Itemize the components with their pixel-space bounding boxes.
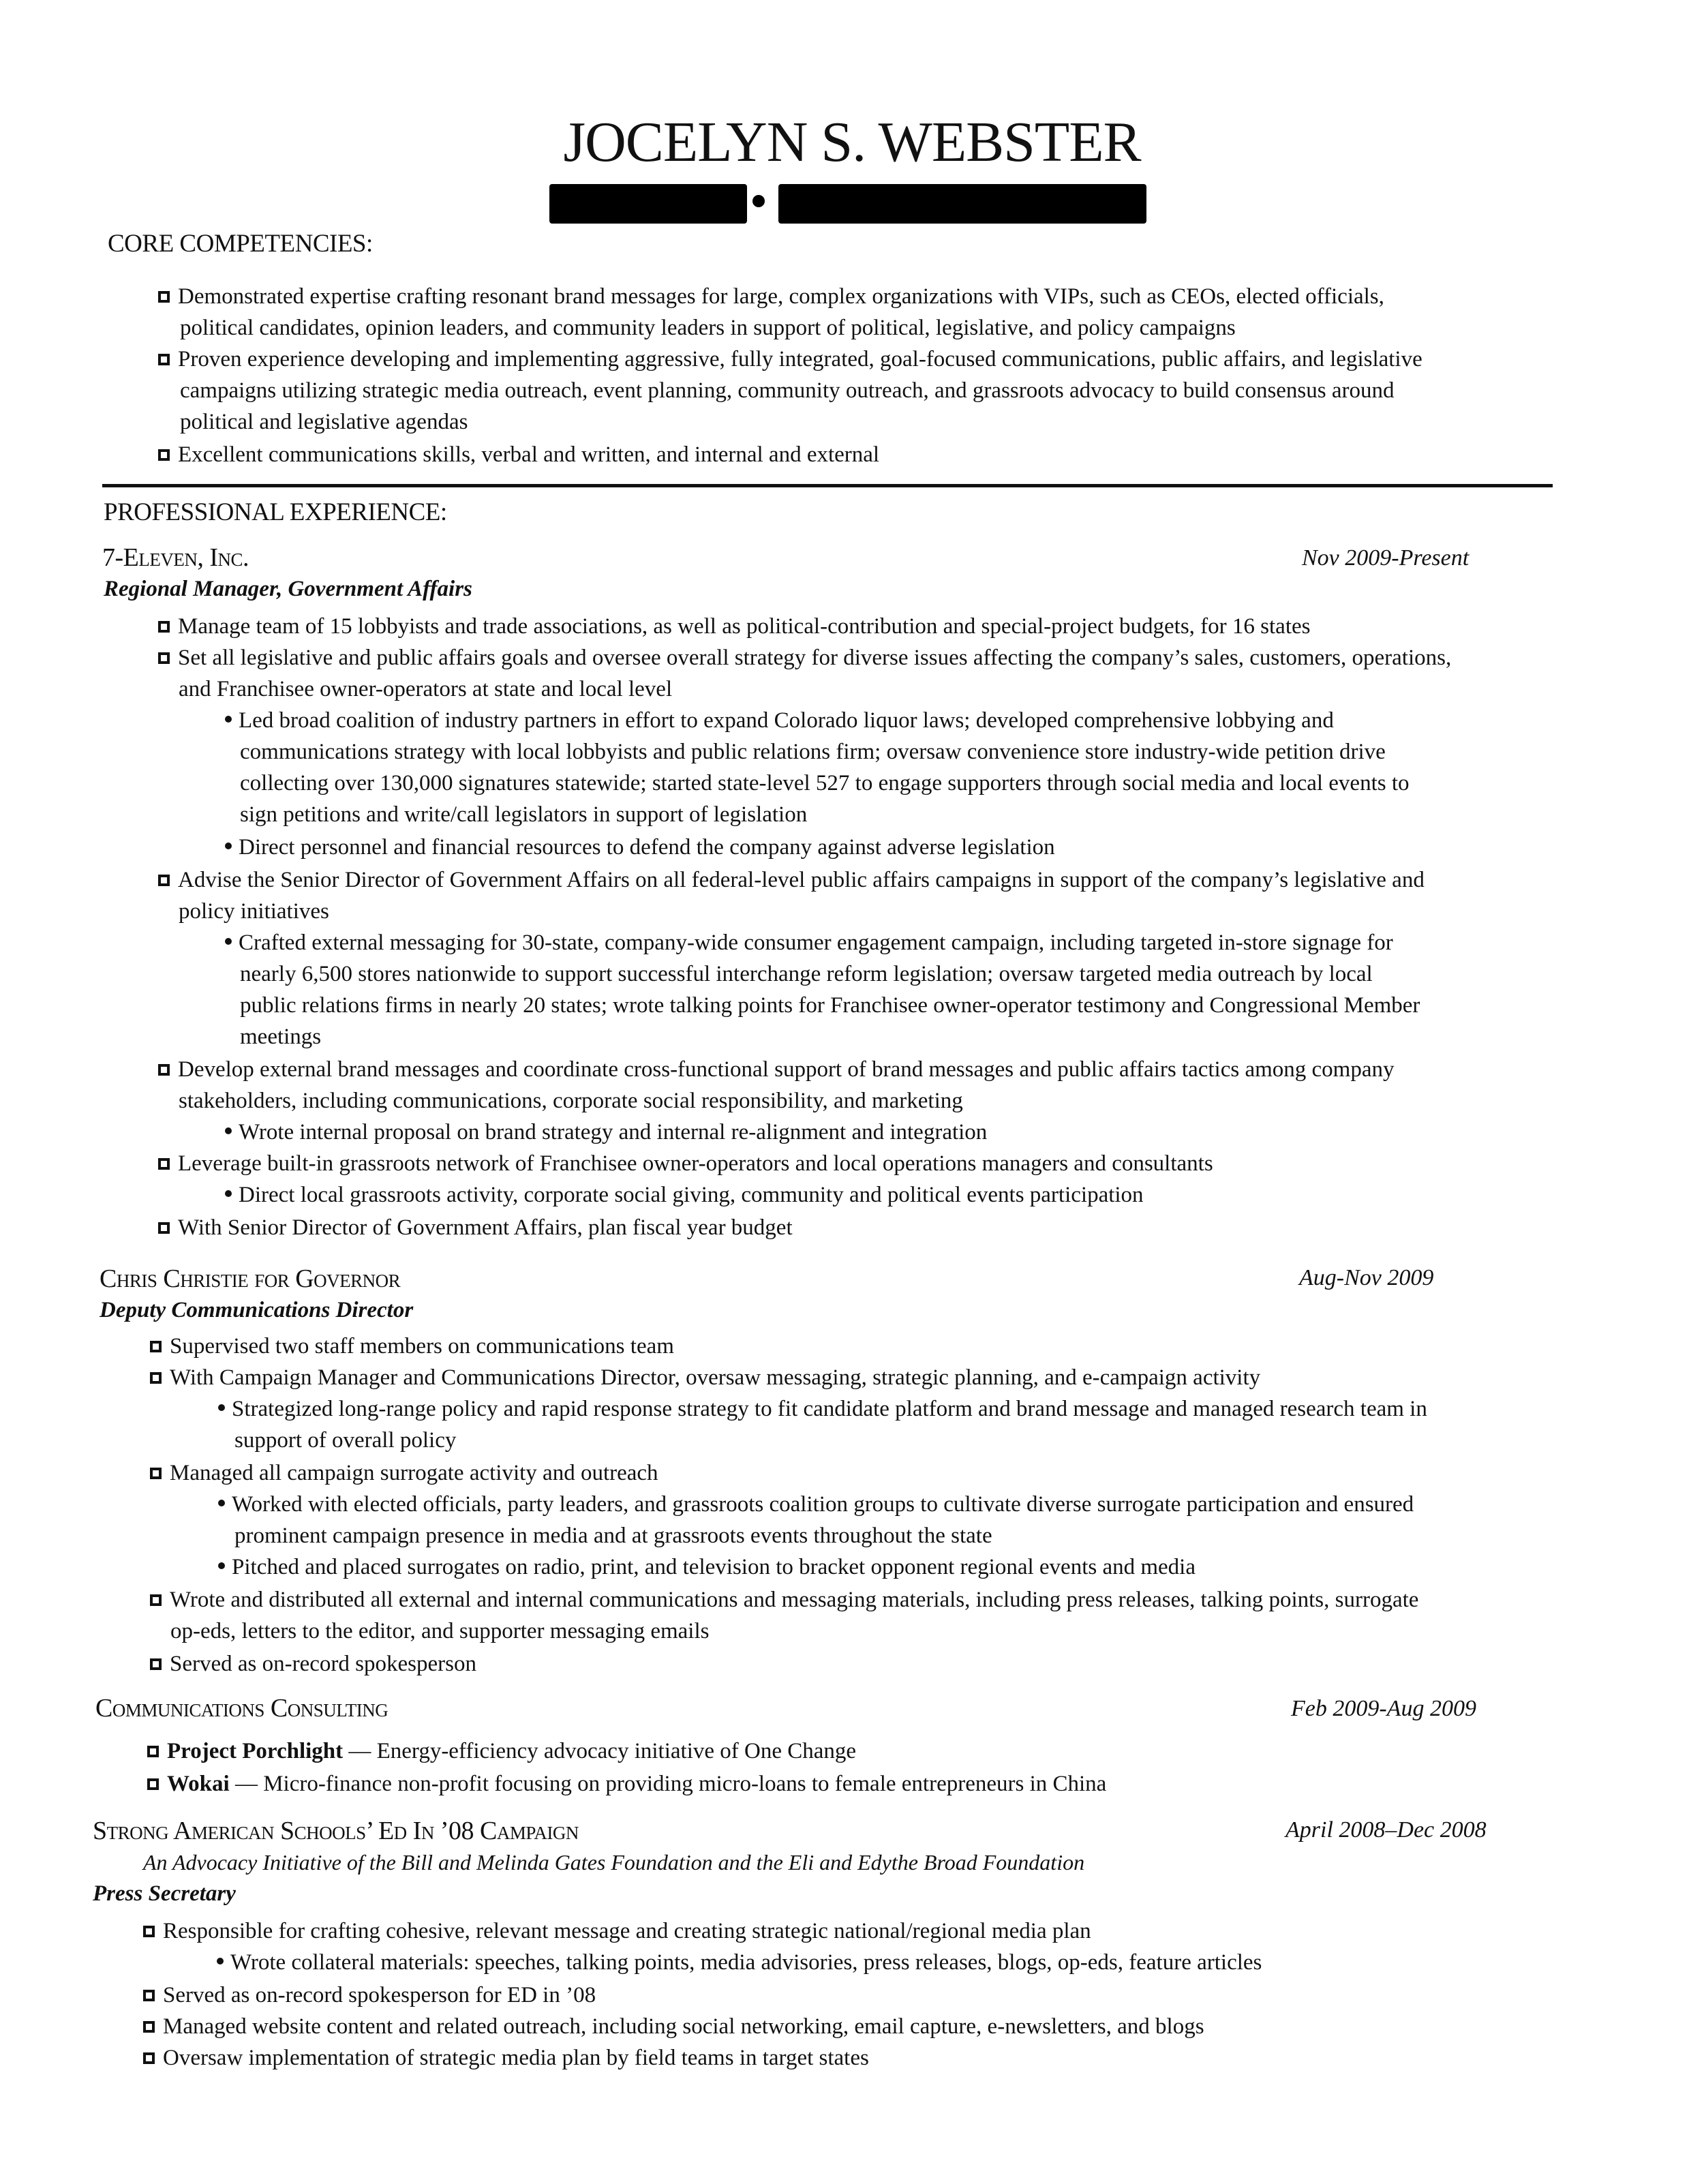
list-item: Managed all campaign surrogate activity and outreach — [150, 1457, 658, 1489]
dates-christie: Aug-Nov 2009 — [1299, 1265, 1434, 1290]
square-bullet-icon — [158, 875, 170, 886]
list-item: With Campaign Manager and Communications Director, oversaw messaging, strategic planning, and e-campaign activity — [150, 1362, 1260, 1393]
square-bullet-icon — [158, 291, 170, 303]
sub-item: Pitched and placed surrogates on radio, print, and television to bracket opponent regional events and media — [218, 1551, 1196, 1583]
square-bullet-icon — [150, 1658, 162, 1670]
list-item: Served as on-record spokesperson for ED in ’08 — [143, 1980, 596, 2011]
round-bullet-icon — [225, 843, 232, 849]
core-competencies-heading: CORE COMPETENCIES: — [108, 230, 373, 258]
core-bullet-1: Demonstrated expertise crafting resonant brand messages for large, complex organizations with VIPs, such as CEOs, elected officials, — [158, 281, 1384, 312]
square-bullet-icon — [150, 1341, 162, 1352]
sub-item-cont: collecting over 130,000 signatures statewide; started state-level 527 to engage supporters through social media and local events to — [240, 771, 1410, 795]
square-bullet-icon — [147, 1746, 159, 1757]
round-bullet-icon — [217, 1958, 224, 1965]
round-bullet-icon — [225, 716, 232, 723]
list-item: Wokai — Micro-finance non-profit focusing on providing micro-loans to female entrepreneurs in China — [147, 1768, 1106, 1800]
project-porchlight: Project Porchlight — [167, 1739, 344, 1763]
schools-tagline: An Advocacy Initiative of the Bill and Melinda Gates Foundation and the Eli and Edythe Broad Foundation — [143, 1850, 1085, 1875]
dates-schools: April 2008–Dec 2008 — [1285, 1817, 1487, 1842]
round-bullet-icon — [218, 1562, 225, 1569]
sub-item: Wrote collateral materials: speeches, talking points, media advisories, press releases, blogs, op-eds, feature articles — [217, 1947, 1262, 1978]
round-bullet-icon — [225, 1127, 232, 1134]
dates-consulting: Feb 2009-Aug 2009 — [1291, 1696, 1476, 1721]
square-bullet-icon — [150, 1594, 162, 1606]
core-bullet-1-cont: political candidates, opinion leaders, and community leaders in support of political, legislative, and policy campaigns — [180, 316, 1236, 340]
sub-item-cont: sign petitions and write/call legislators in support of legislation — [240, 802, 808, 827]
role-christie: Deputy Communications Director — [100, 1298, 414, 1322]
sub-item: Led broad coalition of industry partners in effort to expand Colorado liquor laws; developed comprehensive lobbying and — [225, 705, 1334, 736]
list-item: Wrote and distributed all external and internal communications and messaging materials, including press releases, talking points, surrogate — [150, 1584, 1418, 1616]
list-item: Served as on-record spokesperson — [150, 1648, 476, 1680]
square-bullet-icon — [158, 621, 170, 633]
list-item: Manage team of 15 lobbyists and trade associations, as well as political-contribution and special-project budgets, for 16 states — [158, 611, 1310, 642]
employer-consulting: Communications Consulting — [95, 1694, 389, 1723]
square-bullet-icon — [143, 2052, 155, 2064]
square-bullet-icon — [158, 652, 170, 664]
square-bullet-icon — [143, 1990, 155, 2001]
square-bullet-icon — [143, 1926, 155, 1937]
square-bullet-icon — [150, 1468, 162, 1479]
list-item: Leverage built-in grassroots network of Franchisee owner-operators and local operations managers and consultants — [158, 1148, 1213, 1179]
sub-item-cont: nearly 6,500 stores nationwide to support successful interchange reform legislation; oversaw targeted media outreach by local — [240, 962, 1373, 986]
square-bullet-icon — [158, 1064, 170, 1076]
list-item: Responsible for crafting cohesive, relevant message and creating strategic national/regional media plan — [143, 1915, 1091, 1947]
sub-item-cont: meetings — [240, 1025, 322, 1049]
list-item: Project Porchlight — Energy-efficiency advocacy initiative of One Change — [147, 1735, 856, 1767]
list-item-cont: and Franchisee owner-operators at state and local level — [179, 677, 673, 701]
square-bullet-icon — [158, 1222, 170, 1234]
core-bullet-3: Excellent communications skills, verbal and written, and internal and external — [158, 439, 879, 470]
round-bullet-icon — [218, 1404, 225, 1411]
sub-item: Wrote internal proposal on brand strategy and internal re-alignment and integration — [225, 1117, 987, 1148]
sub-item-cont: public relations firms in nearly 20 states; wrote talking points for Franchisee owner-operator testimony and Congressional Member — [240, 993, 1420, 1018]
list-item: With Senior Director of Government Affairs, plan fiscal year budget — [158, 1212, 793, 1243]
list-item: Advise the Senior Director of Government Affairs on all federal-level public affairs campaigns in support of the company’s legislative and — [158, 864, 1425, 896]
employer-schools: Strong American Schools’ Ed In ’08 Campaign — [93, 1817, 579, 1845]
list-item: Oversaw implementation of strategic media plan by field teams in target states — [143, 2042, 869, 2074]
sub-item-cont: communications strategy with local lobbyists and public relations firm; oversaw convenience store industry-wide petition drive — [240, 740, 1386, 764]
sub-item-cont: support of overall policy — [234, 1428, 457, 1453]
dates-7eleven: Nov 2009-Present — [1302, 545, 1470, 571]
square-bullet-icon — [158, 354, 170, 365]
section-divider — [102, 484, 1553, 487]
list-item: Supervised two staff members on communications team — [150, 1331, 674, 1362]
round-bullet-icon — [225, 938, 232, 945]
core-bullet-2: Proven experience developing and implementing aggressive, fully integrated, goal-focused communications, public affairs, and legislative — [158, 344, 1422, 375]
square-bullet-icon — [158, 449, 170, 461]
list-item-cont: op-eds, letters to the editor, and supporter messaging emails — [170, 1619, 710, 1643]
role-schools: Press Secretary — [93, 1881, 236, 1906]
redacted-contact-left — [549, 184, 747, 224]
sub-item: Worked with elected officials, party leaders, and grassroots coalition groups to cultivate diverse surrogate participation and ensured — [218, 1489, 1414, 1520]
project-wokai: Wokai — [167, 1772, 230, 1796]
core-bullet-2-cont: political and legislative agendas — [180, 410, 468, 434]
sub-item: Direct personnel and financial resources to defend the company against adverse legislation — [225, 832, 1055, 863]
employer-christie: Chris Christie for Governor — [100, 1264, 401, 1293]
square-bullet-icon — [158, 1158, 170, 1170]
round-bullet-icon — [225, 1190, 232, 1197]
sub-item-cont: prominent campaign presence in media and at grassroots events throughout the state — [234, 1523, 992, 1548]
list-item: Managed website content and related outreach, including social networking, email capture, e-newsletters, and blogs — [143, 2011, 1204, 2042]
list-item-cont: policy initiatives — [179, 899, 329, 924]
list-item-cont: stakeholders, including communications, corporate social responsibility, and marketing — [179, 1089, 963, 1113]
candidate-name: JOCELYN S. WEBSTER — [563, 110, 1141, 174]
square-bullet-icon — [147, 1778, 159, 1790]
redacted-contact-right — [778, 184, 1146, 224]
role-7eleven: Regional Manager, Government Affairs — [104, 577, 472, 601]
sub-item: Strategized long-range policy and rapid response strategy to fit candidate platform and brand message and managed research team in — [218, 1393, 1427, 1425]
list-item: Develop external brand messages and coordinate cross-functional support of brand messages and public affairs tactics among company — [158, 1054, 1394, 1085]
core-bullet-2-cont: campaigns utilizing strategic media outreach, event planning, community outreach, and grassroots advocacy to build consensus around — [180, 378, 1395, 403]
sub-item: Crafted external messaging for 30-state, company-wide consumer engagement campaign, including targeted in-store signage for — [225, 927, 1393, 958]
contact-separator-dot — [752, 195, 765, 207]
experience-heading: PROFESSIONAL EXPERIENCE: — [104, 498, 447, 526]
square-bullet-icon — [150, 1372, 162, 1384]
employer-7eleven: 7-Eleven, Inc. — [102, 543, 249, 572]
square-bullet-icon — [143, 2021, 155, 2033]
sub-item: Direct local grassroots activity, corporate social giving, community and political events participation — [225, 1179, 1144, 1211]
round-bullet-icon — [218, 1500, 225, 1506]
list-item: Set all legislative and public affairs goals and oversee overall strategy for diverse issues affecting the company’s sales, customers, operations, — [158, 642, 1451, 673]
